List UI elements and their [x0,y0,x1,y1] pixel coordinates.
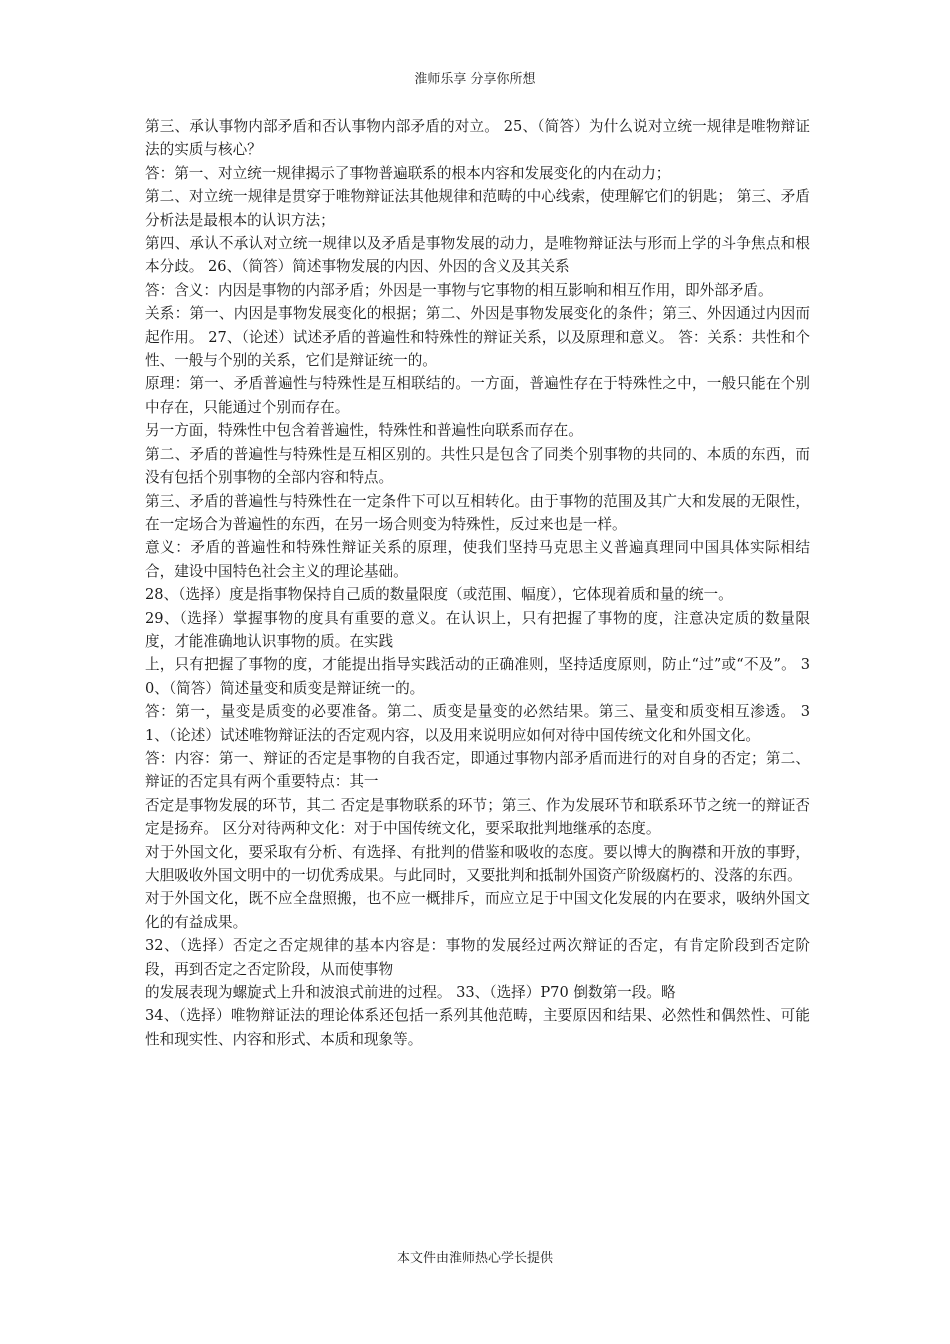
paragraph: 原理：第一、矛盾普遍性与特殊性是互相联结的。一方面，普遍性存在于特殊性之中，一般只能在个别中存在，只能通过个别而存在。 [145,375,810,416]
paragraph: 34、（选择）唯物辩证法的理论体系还包括一系列其他范畴，主要原因和结果、必然性和偶然性、可能性和现实性、内容和形式、本质和现象等。 [145,1007,810,1048]
paragraph: 答：第一，量变是质变的必要准备。第二、质变是量变的必然结果。第三、量变和质变相互渗透。 31、（论述）试述唯物辩证法的否定观内容，以及用来说明应如何对待中国传统文化和外国文化。 [145,703,810,744]
paragraph: 上，只有把握了事物的度，才能提出指导实践活动的正确准则，坚持适度原则，防止“过”或“不及”。 30、（简答）简述量变和质变是辩证统一的。 [145,656,810,697]
paragraph: 第四、承认不承认对立统一规律以及矛盾是事物发展的动力，是唯物辩证法与形而上学的斗争焦点和根本分歧。 26、（简答）简述事物发展的内因、外因的含义及其关系 [145,235,810,276]
paragraph: 答：内容：第一、辩证的否定是事物的自我否定，即通过事物内部矛盾而进行的对自身的否定；第二、辩证的否定具有两个重要特点：其一 [145,749,810,791]
paragraph: 对于外国文化，既不应全盘照搬，也不应一概排斥，而应立足于中国文化发展的内在要求，吸纳外国文化的有益成果。 [145,890,810,931]
paragraph: 答：第一、对立统一规律揭示了事物普遍联系的根本内容和发展变化的内在动力； [145,164,671,182]
paragraph: 意义：矛盾的普遍性和特殊性辩证关系的原理，使我们坚持马克思主义普遍真理同中国具体实际相结合，建设中国特色社会主义的理论基础。 [145,539,810,580]
paragraph: 否定是事物发展的环节，其二 否定是事物联系的环节；第三、作为发展环节和联系环节之统一的辩证否定是扬弃。 区分对待两种文化：对于中国传统文化，要采取批判地继承的态度。 [145,796,810,838]
paragraph: 28、（选择）度是指事物保持自己质的数量限度（或范围、幅度），它体现着质和量的统一。 [145,586,733,604]
document-body [145,115,810,1051]
page-footer: 本文件由淮师热心学长提供 [396,1251,553,1266]
page-header: 淮师乐享 分享你所想 [414,72,536,87]
paragraph: 关系：第一、内因是事物发展变化的根据；第二、外因是事物发展变化的条件；第三、外因通过内因而起作用。 27、（论述）试述矛盾的普遍性和特殊性的辩证关系，以及原理和意义。 答：关系：共性和个性、一般与个别的关系，它们是辩证统一的。 [145,305,810,370]
paragraph: 32、（选择）否定之否定规律的基本内容是：事物的发展经过两次辩证的否定，有肯定阶段到否定阶段，再到否定之否定阶段，从而使事物 [145,937,810,978]
paragraph: 另一方面，特殊性中包含着普遍性，特殊性和普遍性向联系而存在。 [145,422,583,440]
paragraph: 第三、承认事物内部矛盾和否认事物内部矛盾的对立。 25、（简答）为什么说对立统一规律是唯物辩证法的实质与核心？ [145,118,810,159]
paragraph: 对于外国文化，要采取有分析、有选择、有批判的借鉴和吸收的态度。要以博大的胸襟和开放的事野，大胆吸收外国文明中的一切优秀成果。与此同时，又要批判和抵制外国资产阶级腐朽的、没落的东西。 [145,843,810,884]
paragraph: 第三、矛盾的普遍性与特殊性在一定条件下可以互相转化。由于事物的范围及其广大和发展的无限性，在一定场合为普遍性的东西，在另一场合则变为特殊性，反过来也是一样。 [145,492,810,533]
paragraph: 的发展表现为螺旋式上升和波浪式前进的过程。 33、（选择）P70 倒数第一段。略 [145,984,676,1002]
paragraph: 答：含义：内因是事物的内部矛盾；外因是一事物与它事物的相互影响和相互作用，即外部矛盾。 [145,281,773,299]
paragraph: 第二、矛盾的普遍性与特殊性是互相区别的。共性只是包含了同类个别事物的共同的、本质的东西，而没有包括个别事物的全部内容和特点。 [145,445,810,487]
paragraph: 第二、对立统一规律是贯穿于唯物辩证法其他规律和范畴的中心线索，使理解它们的钥匙； 第三、矛盾分析法是最根本的认识方法； [145,188,810,229]
paragraph: 29、（选择）掌握事物的度具有重要的意义。在认识上，只有把握了事物的度，注意决定质的数量限度，才能准确地认识事物的质。在实践 [145,609,810,650]
